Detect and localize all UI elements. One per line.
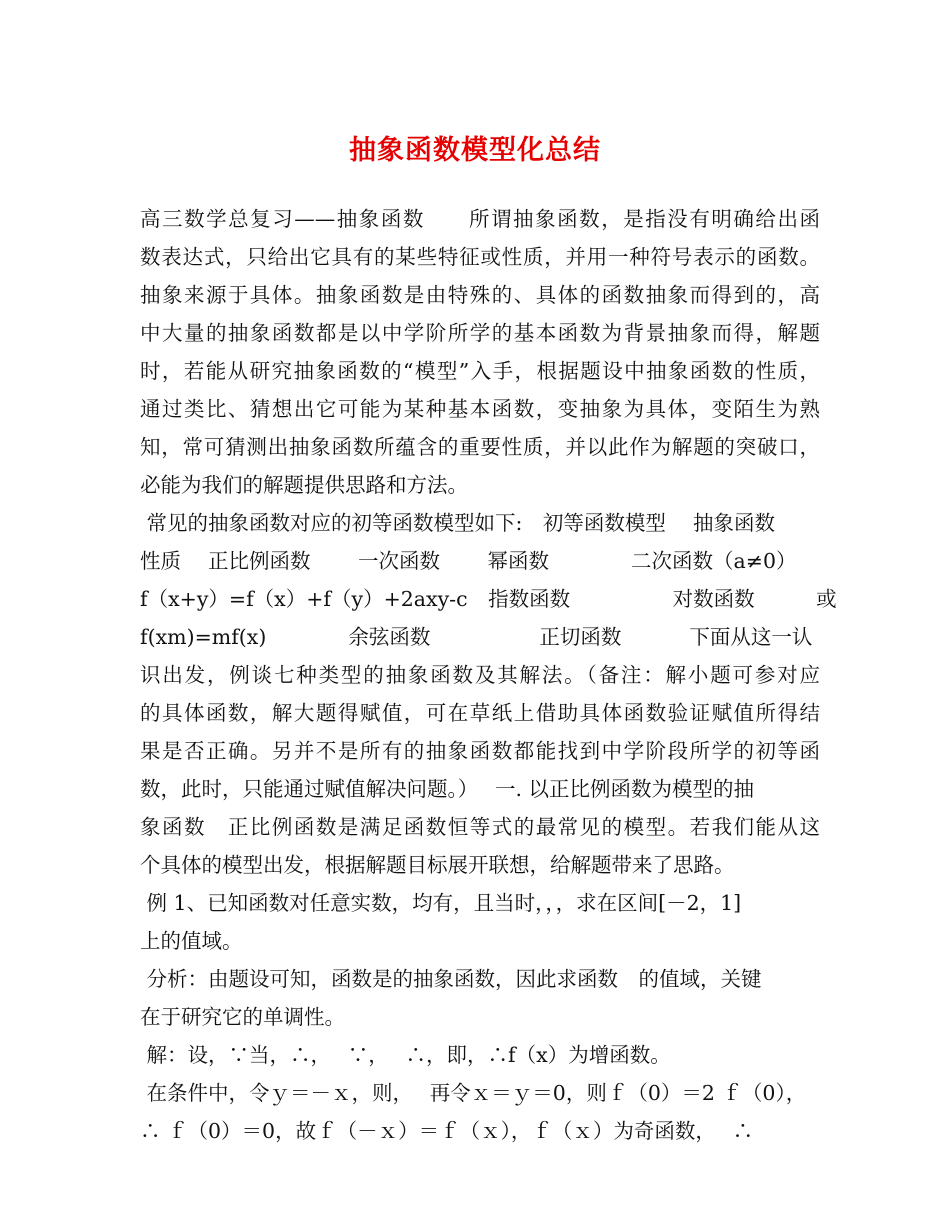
text-line: 高三数学总复习——抽象函数 所谓抽象函数，是指没有明确给出函 (140, 207, 820, 231)
text-line: 常见的抽象函数对应的初等函数模型如下: 初等函数模型 抽象函数 (140, 511, 775, 535)
text-line: 在于研究它的单调性。 (140, 1005, 345, 1029)
page-title: 抽象函数模型化总结 (349, 135, 601, 166)
text-line: 数表达式，只给出它具有的某些特征或性质，并用一种符号表示的函数。 (140, 245, 820, 269)
text-line: f（x+y）=f（x）+f（y）+2axy-c 指数函数 对数函数 或 (140, 587, 837, 611)
text-line: 通过类比、猜想出它可能为某种基本函数，变抽象为具体，变陌生为熟 (140, 397, 820, 421)
text-line: 在条件中，令ｙ＝－ｘ，则， 再令ｘ＝ｙ＝0，则ｆ（0）＝2 ｆ（0）， (140, 1081, 807, 1105)
text-line: 时，若能从研究抽象函数的“模型”入手，根据题设中抽象函数的性质， (140, 359, 820, 383)
text-line: f(xm)=mf(x) 余弦函数 正切函数 下面从这一认 (140, 625, 813, 649)
text-line: 中大量的抽象函数都是以中学阶所学的基本函数为背景抽象而得，解题 (140, 321, 820, 345)
text-line: 上的值域。 (140, 929, 243, 953)
text-line: 解：设，∵当，∴， ∵， ∴，即，∴f（x）为增函数。 (140, 1043, 671, 1067)
text-line: 抽象来源于具体。抽象函数是由特殊的、具体的函数抽象而得到的，高 (140, 283, 820, 307)
document-body (140, 200, 837, 1150)
text-line: 分析：由题设可知，函数是的抽象函数，因此求函数 的值域，关键 (140, 967, 762, 991)
text-line: ∴ ｆ（0）＝0，故ｆ（－ｘ）＝ｆ（ｘ），ｆ（ｘ）为奇函数， ∴ (140, 1119, 754, 1143)
text-line: 性质 正比例函数 一次函数 幂函数 二次函数（a≠0） (140, 549, 797, 573)
text-line: 数，此时，只能通过赋值解决问题。） 一. 以正比例函数为模型的抽 (140, 777, 755, 801)
text-line: 的具体函数，解大题得赋值，可在草纸上借助具体函数验证赋值所得结 (140, 701, 820, 725)
text-line: 识出发，例谈七种类型的抽象函数及其解法。（备注：解小题可参对应 (140, 663, 820, 687)
text-line: 例 1、已知函数对任意实数，均有，且当时，，，求在区间[－2，1] (140, 891, 742, 915)
text-line: 知，常可猜测出抽象函数所蕴含的重要性质，并以此作为解题的突破口， (140, 435, 820, 459)
text-line: 果是否正确。另并不是所有的抽象函数都能找到中学阶段所学的初等函 (140, 739, 820, 763)
text-line: 象函数 正比例函数是满足函数恒等式的最常见的模型。若我们能从这 (140, 815, 820, 839)
text-line: 必能为我们的解题提供思路和方法。 (140, 473, 468, 497)
text-line: 个具体的模型出发，根据解题目标展开联想，给解题带来了思路。 (140, 853, 735, 877)
